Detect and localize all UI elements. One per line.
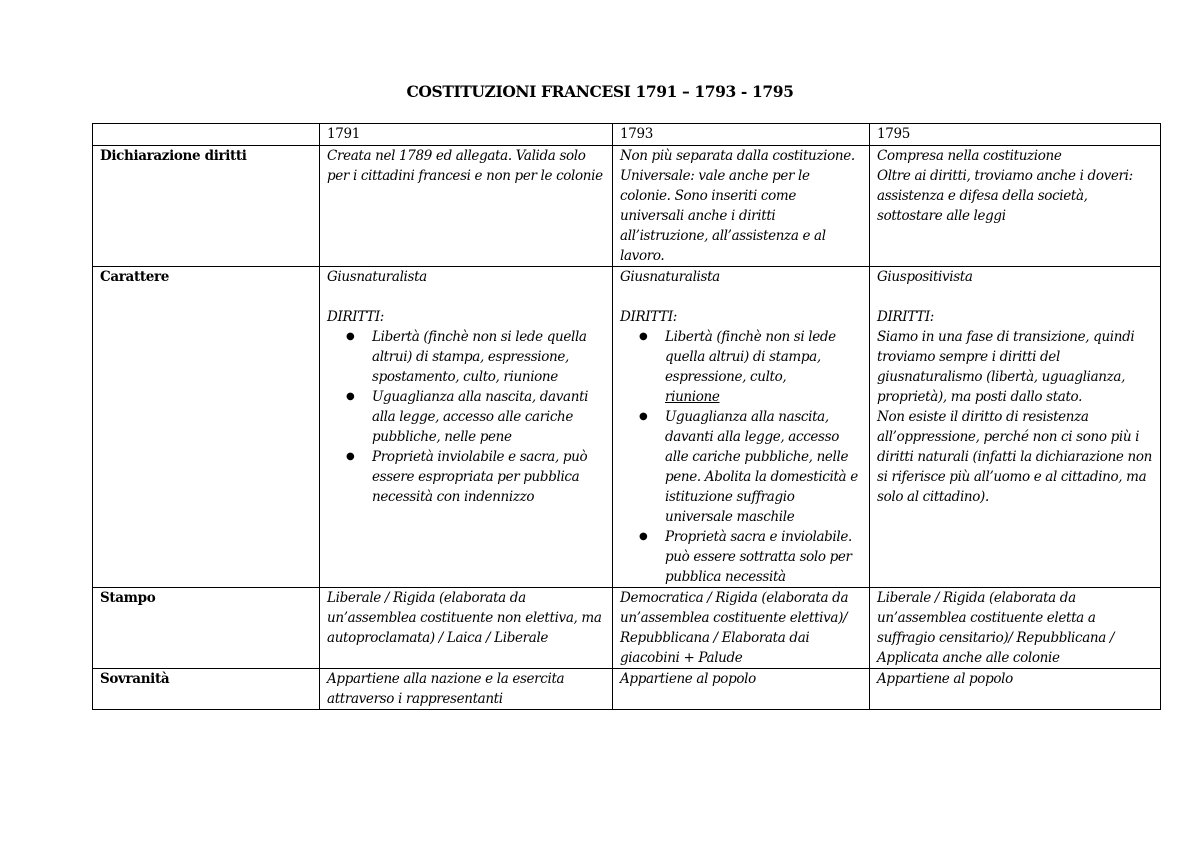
riunione-underlined: riunione bbox=[665, 389, 720, 405]
carattere-1793 bbox=[613, 267, 870, 588]
carattere-1795-para1: Siamo in una fase di transizione, quindi troviamo sempre i diritti del giusnaturalismo (libertà, uguaglianza, proprietà), ma posti dallo stato. bbox=[877, 329, 1135, 405]
sovranita-1793: Appartiene al popolo bbox=[613, 669, 870, 710]
carattere-1795-diritti-label: DIRITTI: bbox=[877, 309, 934, 325]
row-sovranita bbox=[93, 669, 1161, 710]
carattere-1793-type: Giusnaturalista bbox=[620, 269, 720, 285]
header-1795: 1795 bbox=[870, 124, 1161, 146]
dichiarazione-1795-line1: Compresa nella costituzione bbox=[877, 148, 1062, 164]
carattere-1791-diritti-label: DIRITTI: bbox=[327, 309, 384, 325]
carattere-1795 bbox=[870, 267, 1161, 588]
row-carattere bbox=[93, 267, 1161, 588]
row-dichiarazione-diritti bbox=[93, 146, 1161, 267]
carattere-1791 bbox=[320, 267, 613, 588]
list-item: ● Uguaglianza alla nascita, davanti alla legge, accesso alle cariche pubbliche, nelle pene. Abolita la domesticità e istituzione suffragio universale maschile bbox=[665, 407, 863, 527]
dichiarazione-1795-line2: Oltre ai diritti, troviamo anche i doveri: assistenza e difesa della società, sottostare alle leggi bbox=[877, 168, 1133, 224]
row-label-dichiarazione: Dichiarazione diritti bbox=[93, 146, 320, 267]
carattere-1795-type: Giuspositivista bbox=[877, 269, 973, 285]
stampo-1793: Democratica / Rigida (elaborata da un’assemblea costituente elettiva)/ Repubblicana / Elaborata dai giacobini + Palude bbox=[613, 588, 870, 669]
carattere-1795-para2: Non esiste il diritto di resistenza all’oppressione, perché non ci sono più i diritti naturali (infatti la dichiarazione non si riferisce più all’uomo e al cittadino, ma solo al cittadino). bbox=[877, 409, 1152, 505]
header-1793: 1793 bbox=[613, 124, 870, 146]
header-1791: 1791 bbox=[320, 124, 613, 146]
stampo-1795: Liberale / Rigida (elaborata da un’assemblea costituente eletta a suffragio censitario)/ Repubblicana / Applicata anche alle colonie bbox=[870, 588, 1161, 669]
header-row bbox=[93, 124, 1161, 146]
carattere-1793-rights-list bbox=[620, 327, 863, 587]
dichiarazione-1793: Non più separata dalla costituzione. Universale: vale anche per le colonie. Sono inseriti come universali anche i diritti all’istruzione, all’assistenza e al lavoro. bbox=[613, 146, 870, 267]
dichiarazione-1795 bbox=[870, 146, 1161, 267]
header-blank-cell bbox=[93, 124, 320, 146]
carattere-1791-rights-list bbox=[327, 327, 606, 507]
sovranita-1795: Appartiene al popolo bbox=[870, 669, 1161, 710]
stampo-1791: Liberale / Rigida (elaborata da un’assemblea costituente non elettiva, ma autoproclamata) / Laica / Liberale bbox=[320, 588, 613, 669]
carattere-1793-diritti-label: DIRITTI: bbox=[620, 309, 677, 325]
list-item: ● Proprietà sacra e inviolabile. può essere sottratta solo per pubblica necessità bbox=[665, 527, 863, 587]
liberta-text: Libertà (finchè non si lede quella altrui) di stampa, espressione, culto, bbox=[665, 329, 836, 385]
row-label-sovranita: Sovranità bbox=[93, 669, 320, 710]
document-title: COSTITUZIONI FRANCESI 1791 – 1793 - 1795 bbox=[406, 82, 794, 101]
row-stampo bbox=[93, 588, 1161, 669]
sovranita-1791: Appartiene alla nazione e la esercita attraverso i rappresentanti bbox=[320, 669, 613, 710]
list-item: ● Proprietà inviolabile e sacra, può essere espropriata per pubblica necessità con indennizzo bbox=[372, 447, 606, 507]
row-label-carattere: Carattere bbox=[93, 267, 320, 588]
list-item: ● Uguaglianza alla nascita, davanti alla legge, accesso alle cariche pubbliche, nelle pene bbox=[372, 387, 606, 447]
list-item bbox=[665, 327, 863, 407]
list-item: ● Libertà (finchè non si lede quella altrui) di stampa, espressione, spostamento, culto, riunione bbox=[372, 327, 606, 387]
carattere-1791-type: Giusnaturalista bbox=[327, 269, 427, 285]
row-label-stampo: Stampo bbox=[93, 588, 320, 669]
constitutions-table bbox=[92, 123, 1161, 710]
dichiarazione-1791: Creata nel 1789 ed allegata. Valida solo per i cittadini francesi e non per le colonie bbox=[320, 146, 613, 267]
